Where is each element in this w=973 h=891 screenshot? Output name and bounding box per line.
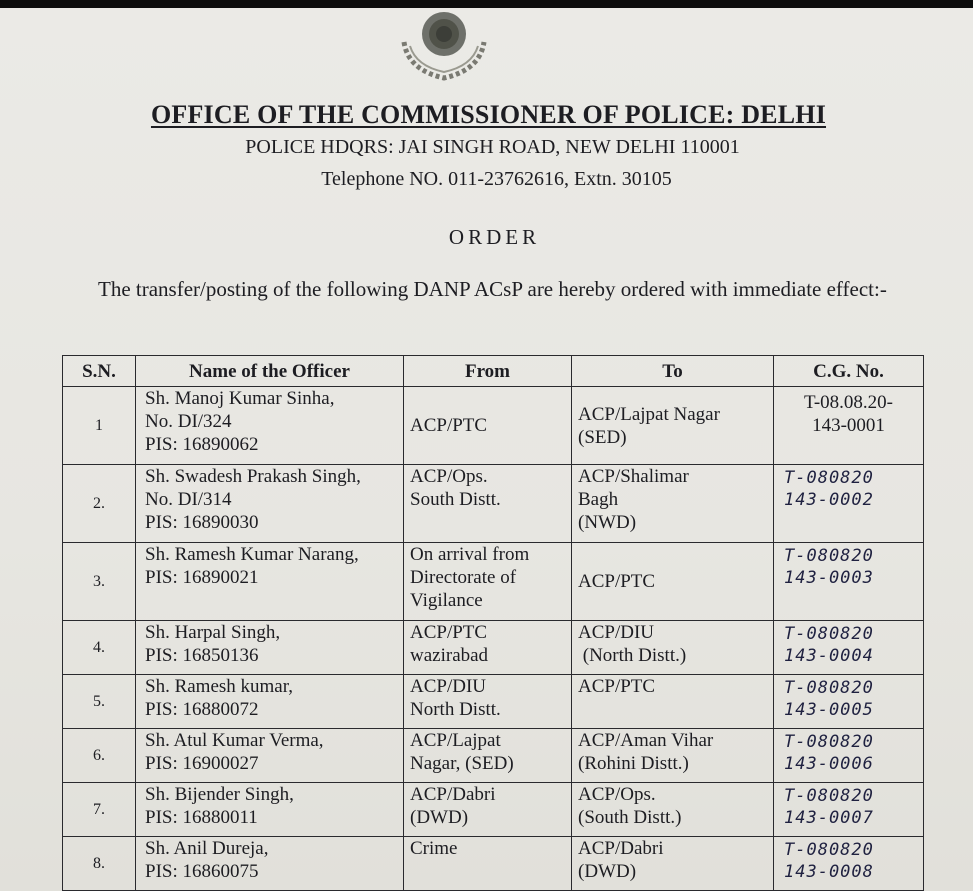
cg-cell <box>774 837 924 891</box>
cg-number-line: 143-0001 <box>812 415 885 436</box>
cg-number-line: T-08.08.20- <box>803 392 894 413</box>
officer-pis: PIS: 16850136 <box>145 645 259 666</box>
handwritten-cg-line: T-080820 <box>784 678 874 698</box>
cg-cell <box>774 729 924 783</box>
from-line: ACP/PTC <box>410 415 488 436</box>
to-line: ACP/Shalimar <box>578 466 689 487</box>
handwritten-cg-line: T-080820 <box>784 546 874 566</box>
to-line: ACP/Ops. <box>578 784 656 805</box>
to-cell <box>572 543 774 621</box>
from-cell <box>404 387 572 465</box>
officer-name: Sh. Ramesh Kumar Narang, <box>145 544 359 565</box>
to-line: (South Distt.) <box>578 807 682 828</box>
table-row <box>63 675 924 729</box>
from-cell <box>404 729 572 783</box>
from-cell <box>404 675 572 729</box>
to-cell <box>572 729 774 783</box>
handwritten-cg-line: T-080820 <box>784 840 874 860</box>
officer-pis: PIS: 16890062 <box>145 434 259 455</box>
officer-pis: PIS: 16880072 <box>145 699 259 720</box>
office-title: OFFICE OF THE COMMISSIONER OF POLICE: DELHI <box>150 100 827 129</box>
from-line: Nagar, (SED) <box>410 753 514 774</box>
officer-no: No. DI/314 <box>145 489 232 510</box>
row-sn: 4. <box>63 621 136 675</box>
to-line: (SED) <box>578 426 627 448</box>
handwritten-cg-line: 143-0007 <box>784 808 874 828</box>
to-line: ACP/PTC <box>578 676 656 697</box>
handwritten-cg-line: T-080820 <box>784 624 874 644</box>
from-line: ACP/PTC <box>410 622 488 643</box>
to-line: ACP/Lajpat Nagar <box>578 403 720 425</box>
from-cell <box>404 465 572 543</box>
to-line: (NWD) <box>578 512 637 533</box>
officer-name: Sh. Atul Kumar Verma, <box>145 730 324 751</box>
officer-name: Sh. Anil Dureja, <box>145 838 269 859</box>
to-line: (DWD) <box>578 861 637 882</box>
cg-cell <box>774 675 924 729</box>
to-line: Bagh <box>578 489 619 510</box>
header-from: From <box>404 356 572 387</box>
handwritten-cg-line: 143-0005 <box>784 700 874 720</box>
table-row <box>63 729 924 783</box>
from-line: ACP/DIU <box>410 676 487 697</box>
officer-pis: PIS: 16900027 <box>145 753 259 774</box>
handwritten-cg-line: 143-0006 <box>784 754 874 774</box>
officer-name-cell <box>136 465 404 543</box>
handwritten-cg-line: 143-0008 <box>784 862 874 882</box>
table-row <box>63 387 924 465</box>
from-line: North Distt. <box>410 699 501 720</box>
to-cell <box>572 465 774 543</box>
cg-cell <box>774 621 924 675</box>
from-line: On arrival from <box>410 544 530 565</box>
from-line: ACP/Ops. <box>410 466 488 487</box>
row-sn: 3. <box>63 543 136 621</box>
transfer-table <box>62 355 924 891</box>
table-header-row <box>63 356 924 387</box>
handwritten-cg-line: 143-0002 <box>784 490 874 510</box>
row-sn: 7. <box>63 783 136 837</box>
officer-name-cell <box>136 783 404 837</box>
officer-name: Sh. Harpal Singh, <box>145 622 281 643</box>
from-line: (DWD) <box>410 807 469 828</box>
from-line: South Distt. <box>410 489 501 510</box>
from-cell <box>404 543 572 621</box>
handwritten-cg-line: 143-0004 <box>784 646 874 666</box>
cg-cell <box>774 465 924 543</box>
officer-pis: PIS: 16860075 <box>145 861 259 882</box>
to-cell <box>572 675 774 729</box>
cg-cell <box>774 387 924 465</box>
officer-name-cell <box>136 387 404 465</box>
to-line: ACP/DIU <box>578 622 655 643</box>
row-sn: 1 <box>63 387 136 465</box>
police-emblem-icon <box>398 12 490 84</box>
row-sn: 6. <box>63 729 136 783</box>
cg-cell <box>774 783 924 837</box>
order-heading: ORDER <box>448 225 541 249</box>
officer-name: Sh. Ramesh kumar, <box>145 676 294 697</box>
table-row <box>63 621 924 675</box>
header-sn: S.N. <box>63 356 136 387</box>
officer-name-cell <box>136 543 404 621</box>
officer-name-cell <box>136 729 404 783</box>
handwritten-cg-line: T-080820 <box>784 786 874 806</box>
from-line: wazirabad <box>410 645 489 666</box>
handwritten-cg-line: T-080820 <box>784 732 874 752</box>
from-line: Crime <box>410 838 458 859</box>
intro-text: The transfer/posting of the following DANP ACsP are hereby ordered with immediate effect:- <box>98 277 887 301</box>
office-address: POLICE HDQRS: JAI SINGH ROAD, NEW DELHI 110001 <box>245 136 740 158</box>
handwritten-cg-line: T-080820 <box>784 468 874 488</box>
top-edge <box>0 0 973 8</box>
to-line: ACP/Aman Vihar <box>578 730 714 751</box>
officer-pis: PIS: 16880011 <box>145 807 258 828</box>
from-line: ACP/Lajpat <box>410 730 501 751</box>
to-cell <box>572 837 774 891</box>
officer-name: Sh. Bijender Singh, <box>145 784 294 805</box>
from-line: Directorate of <box>410 567 517 588</box>
to-cell <box>572 387 774 465</box>
table-row <box>63 543 924 621</box>
intro-paragraph <box>34 274 918 304</box>
from-cell <box>404 837 572 891</box>
to-line: (Rohini Distt.) <box>578 753 689 774</box>
officer-name-cell <box>136 621 404 675</box>
from-cell <box>404 621 572 675</box>
from-cell <box>404 783 572 837</box>
document-page <box>0 8 973 891</box>
header-cg: C.G. No. <box>774 356 924 387</box>
row-sn: 5. <box>63 675 136 729</box>
to-line: (North Distt.) <box>578 645 687 666</box>
to-line: ACP/PTC <box>578 571 656 592</box>
officer-pis: PIS: 16890030 <box>145 512 259 533</box>
cg-cell <box>774 543 924 621</box>
to-cell <box>572 783 774 837</box>
table-row <box>63 783 924 837</box>
table-row <box>63 465 924 543</box>
officer-no: No. DI/324 <box>145 411 232 432</box>
from-line: Vigilance <box>410 590 483 611</box>
handwritten-cg-line: 143-0003 <box>784 568 874 588</box>
row-sn: 2. <box>63 465 136 543</box>
row-sn: 8. <box>63 837 136 891</box>
to-cell <box>572 621 774 675</box>
from-line: ACP/Dabri <box>410 784 496 805</box>
to-line: ACP/Dabri <box>578 838 664 859</box>
officer-name: Sh. Swadesh Prakash Singh, <box>145 466 361 487</box>
table-row <box>63 837 924 891</box>
officer-name-cell <box>136 837 404 891</box>
officer-pis: PIS: 16890021 <box>145 567 259 588</box>
header-name: Name of the Officer <box>136 356 404 387</box>
header-to: To <box>572 356 774 387</box>
officer-name-cell <box>136 675 404 729</box>
office-telephone: Telephone NO. 011-23762616, Extn. 30105 <box>321 168 672 190</box>
officer-name: Sh. Manoj Kumar Sinha, <box>145 388 335 409</box>
